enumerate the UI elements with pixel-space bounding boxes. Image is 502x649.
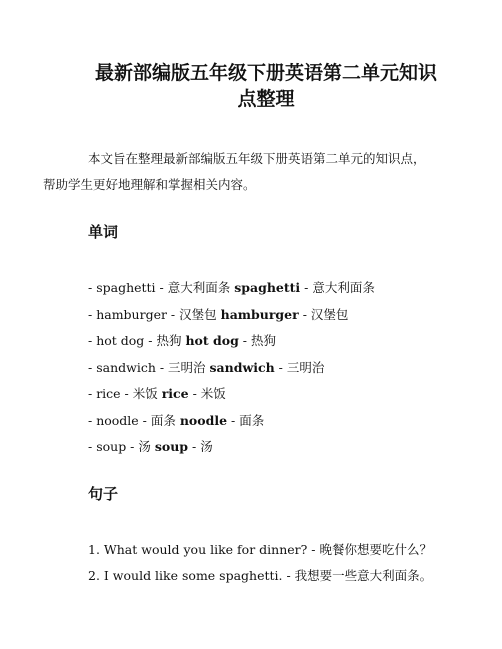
vocab-heading: 单词 bbox=[88, 223, 119, 241]
sentence-item: 2. I would like some spaghetti. - 我想要一些意大利面条。 bbox=[88, 568, 433, 583]
intro-line-2: 帮助学生更好地理解和掌握相关内容。 bbox=[43, 177, 256, 192]
vocab-item: - hot dog - 热狗 hot dog - 热狗 bbox=[88, 333, 276, 348]
intro-paragraph bbox=[43, 146, 460, 198]
sentence-item: 1. What would you like for dinner? - 晚餐你想要吃什么？ bbox=[88, 542, 432, 557]
vocab-item: - sandwich - 三明治 sandwich - 三明治 bbox=[88, 359, 325, 375]
intro-line-1: 本文旨在整理最新部编版五年级下册英语第二单元的知识点， bbox=[88, 151, 426, 166]
vocab-item: - spaghetti - 意大利面条 spaghetti - 意大利面条 bbox=[88, 280, 375, 295]
title-line-1: 最新部编版五年级下册英语第二单元知识 bbox=[94, 62, 437, 84]
document-title bbox=[80, 60, 452, 112]
vocab-item: - soup - 汤 soup - 汤 bbox=[88, 439, 213, 454]
title-line-2: 点整理 bbox=[237, 88, 295, 110]
sentence-heading: 句子 bbox=[88, 485, 119, 503]
vocab-list bbox=[88, 275, 375, 461]
vocab-item: - noodle - 面条 noodle - 面条 bbox=[88, 412, 265, 428]
vocab-item: - hamburger - 汉堡包 hamburger - 汉堡包 bbox=[88, 306, 349, 322]
sentence-list bbox=[88, 537, 432, 589]
vocab-item: - rice - 米饭 rice - 米饭 bbox=[88, 386, 226, 401]
